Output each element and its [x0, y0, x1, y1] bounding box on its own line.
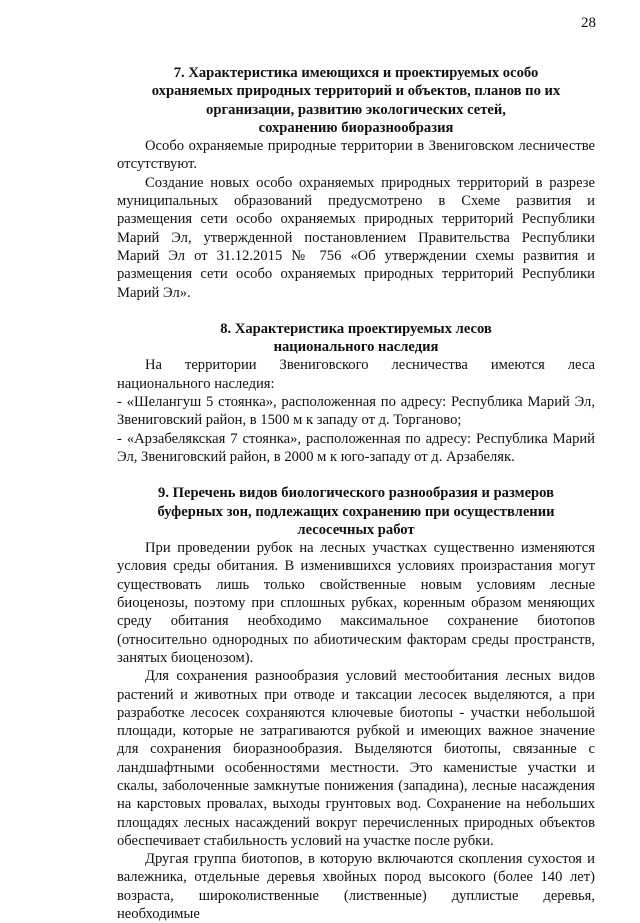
heading-line: охраняемых природных территорий и объектов, планов по их [151, 83, 561, 100]
heading-line: национального наследия [273, 339, 439, 356]
section-8-heading [117, 320, 595, 357]
heading-line: 8. Характеристика проектируемых лесов [220, 320, 492, 337]
list-item: - «Арзабелякская 7 стоянка», расположенная по адресу: Республика Марий Эл, Звениговский район, в 2000 м к юго-западу от д. Арзабеляк. [117, 430, 595, 465]
paragraph: Особо охраняемые природные территории в Звениговском лесничестве отсутствуют. [117, 138, 595, 173]
heading-line: 7. Характеристика имеющихся и проектируемых особо [173, 65, 539, 81]
spacer [117, 466, 595, 484]
heading-line: лесосечных работ [297, 521, 415, 538]
page-number: 28 [581, 15, 596, 31]
heading-line: сохранению биоразнообразия [258, 119, 454, 136]
paragraph: Для сохранения разнообразия условий местообитания лесных видов растений и животных при отводе и таксации лесосек выделяются, а при разработке лесосек сохраняются ключевые биотопы - участки небольшой площади, которые не затрагиваются рубкой и имеющих важное значение для сохранения биоразнообразия. Выделяются биотопы, связанные с ландшафтными особенностями местности. Это каменистые участки и скалы, заболоченные замкнутые понижения (западина), лесные насаждения на карстовых провалах, выходы грунтовых вод. Сохранение на небольших площадях лесных насаждений вокруг перечисленных природных объектов обеспечивает стабильность условий на участке после рубки. [117, 668, 595, 849]
paragraph: При проведении рубок на лесных участках существенно изменяются условия среды обитания. В изменившихся условиях произрастания могут существовать лишь только свойственные новым условиям лесные биоценозы, поэтому при сплошных рубках, коренным образом меняющих среду обитания необходимо максимальное сохранение биотопов (относительно однородных по абиотическим факторам среды пространств, занятых биоценозом). [117, 540, 595, 666]
section-9-heading [117, 484, 595, 539]
paragraph: На территории Звениговского лесничества имеются леса национального наследия: [117, 357, 595, 392]
section-7-heading [117, 64, 595, 137]
heading-line: буферных зон, подлежащих сохранению при осуществлении [157, 503, 555, 520]
spacer [117, 302, 595, 320]
paragraph: Создание новых особо охраняемых природных территорий в разрезе муниципальных образований предусмотрено в Схеме развития и размещения сети особо охраняемых природных территорий Республики Марий Эл, утвержденной постановлением Правительства Республики Марий Эл от 31.12.2015 № 756 «Об утверждении схемы развития и размещения сети особо охраняемых природных территорий Республики Марий Эл». [117, 174, 595, 301]
paragraph: Другая группа биотопов, в которую включаются скопления сухостоя и валежника, отдельные деревья хвойных пород высокого (более 140 лет) возраста, широколиственные (лиственные) дуплистые деревья, необходимые [117, 851, 595, 923]
heading-line: организации, развитию экологических сетей, [206, 101, 506, 118]
list-item: - «Шелангуш 5 стоянка», расположенная по адресу: Республика Марий Эл, Звениговский район, в 1500 м к западу от д. Торганово; [117, 394, 595, 429]
heading-line: 9. Перечень видов биологического разнообразия и размеров [158, 485, 554, 502]
page-content [117, 64, 595, 923]
